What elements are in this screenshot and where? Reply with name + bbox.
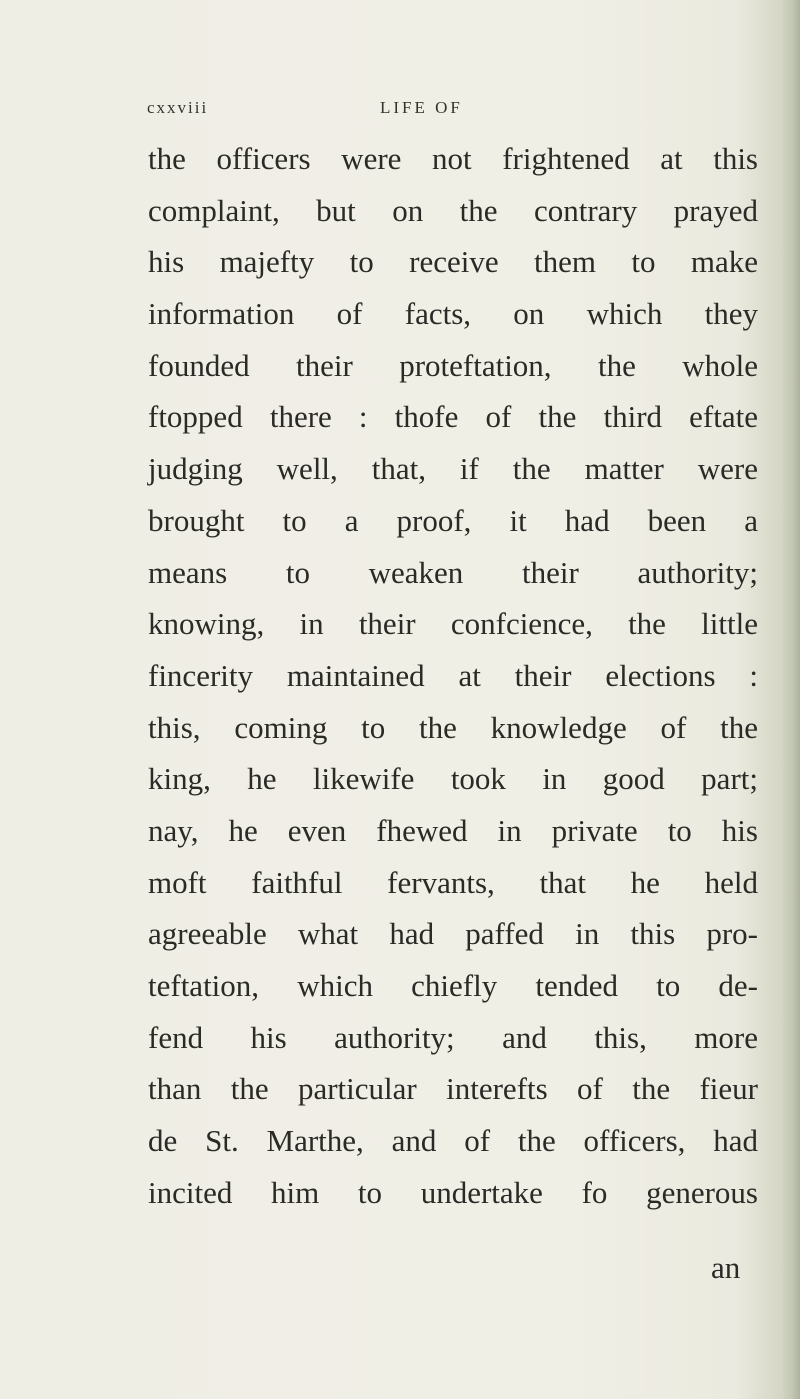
text-line: founded their proteftation, the whole [148,347,758,383]
text-line: nay, he even fhewed in private to his [148,812,758,848]
text-line: incited him to undertake fo generous [148,1174,758,1210]
text-line: judging well, that, if the matter were [148,451,758,487]
running-title: LIFE OF [380,98,463,117]
text-line: de St. Marthe, and of the officers, had [148,1123,758,1159]
text-line: knowing, in their confcience, the little [148,606,758,642]
text-line: than the particular interefts of the fieur [148,1071,758,1107]
text-line: ftopped there : thofe of the third eftate [148,399,758,435]
catchword: an [711,1250,741,1285]
text-line: moft faithful fervants, that he held [148,864,758,900]
text-line: means to weaken their authority; [148,554,758,590]
text-line: fincerity maintained at their elections : [148,657,758,693]
text-line: teftation, which chiefly tended to de- [148,968,758,1003]
body-text [148,133,758,1218]
page-edge-shadow [782,0,800,1399]
text-line: fend his authority; and this, more [148,1019,758,1055]
running-header [147,98,707,128]
page-number: cxxviii [147,98,209,117]
text-line: the officers were not frightened at this [148,141,758,176]
text-line: brought to a proof, it had been a [148,502,758,538]
text-line: complaint, but on the contrary prayed [148,192,758,228]
text-line: this, coming to the knowledge of the [148,709,758,745]
text-line: king, he likewife took in good part; [148,761,758,797]
text-line: agreeable what had paffed in this pro- [148,916,758,952]
text-line: information of facts, on which they [148,296,758,332]
text-line: his majefty to receive them to make [148,244,758,280]
